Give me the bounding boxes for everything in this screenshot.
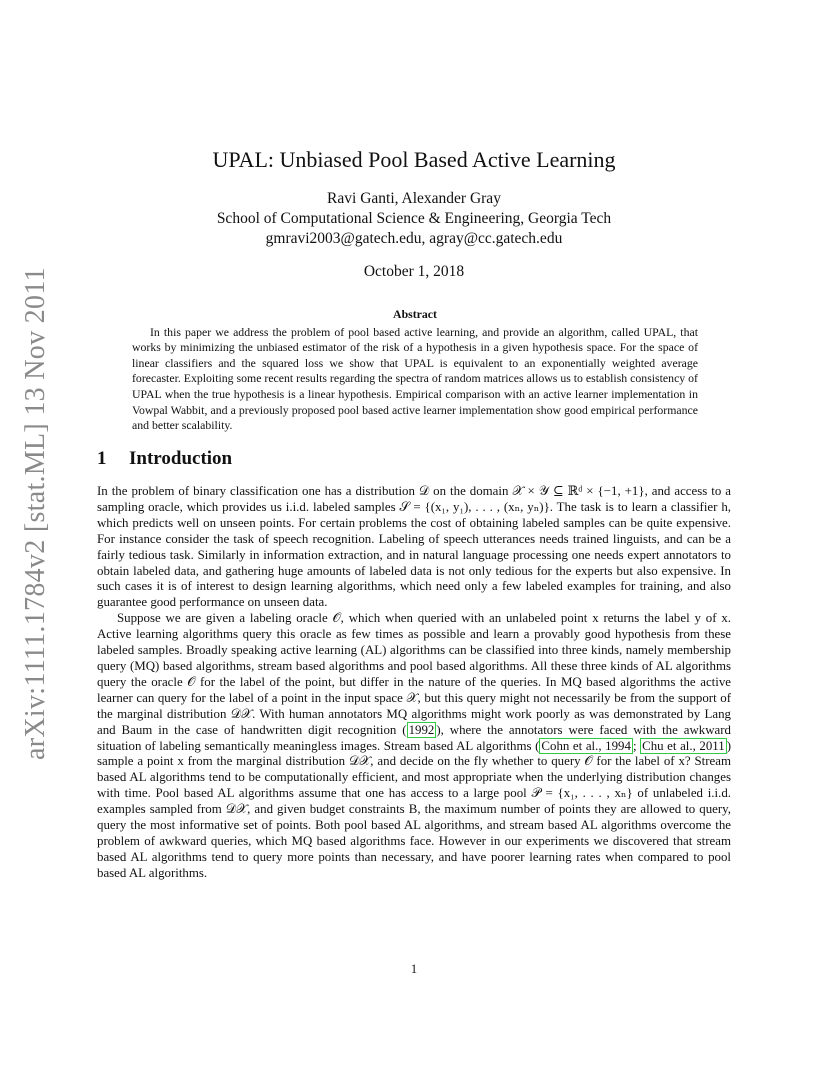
paper-title: UPAL: Unbiased Pool Based Active Learning bbox=[212, 147, 616, 172]
section-number: 1 bbox=[97, 448, 107, 469]
author-emails: gmravi2003@gatech.edu, agray@cc.gatech.edu bbox=[265, 230, 563, 247]
arxiv-identifier-stamp: arXiv:1111.1784v2 [stat.ML] 13 Nov 2011 bbox=[20, 267, 51, 760]
introduction-section bbox=[97, 448, 731, 882]
section-heading bbox=[97, 448, 731, 470]
author-block bbox=[0, 189, 828, 249]
paragraph-text: Suppose we are given a labeling oracle 𝒪, which when queried with an unlabeled point x returns the label y of x. Active learning algorithms query this oracle as few times as possible and learn a provably good hypothesis from these labeled samples. Broadly speaking active learning (AL) algorithms can be classified into three kinds, namely membership query (MQ) based algorithms, stream based algorithms and pool based algorithms. All these three kinds of AL algorithms query the oracle 𝒪 for the label of the point, but differ in the nature of the queries. In MQ based algorithms the active learner can query for the label of a point in the input space 𝒳, but this query might not necessarily be from the support of the marginal distribution 𝒟𝒳. With human annotators MQ algorithms might work poorly as was demonstrated by Lang and Baum in the case of handwritten digit recognition ( bbox=[97, 611, 731, 737]
citation-link-chu[interactable]: Chu et al., 2011 bbox=[642, 738, 725, 753]
abstract-heading: Abstract bbox=[393, 307, 437, 321]
paper-date: October 1, 2018 bbox=[363, 263, 465, 280]
page-number: 1 bbox=[410, 962, 418, 976]
citation-link-lang-baum[interactable]: 1992 bbox=[408, 722, 435, 737]
abstract-text: In this paper we address the problem of pool based active learning, and provide an algorithm, called UPAL, that works by minimizing the unbiased estimator of the risk of a hypothesis in a given hypothesis space. For the space of linear classifiers and the squared loss we show that UPAL is equivalent to an exponentially weighted average forecaster. Exploiting some recent results regarding the spectra of random matrices allows us to establish consistency of UPAL when the true hypothesis is a linear hypothesis. Empirical comparison with an active learner implementation in Vowpal Wabbit, and a previously proposed pool based active learner implementation show good empirical performance and better scalability. bbox=[132, 324, 698, 433]
abstract-section bbox=[132, 307, 698, 434]
section-title: Introduction bbox=[129, 448, 233, 469]
intro-paragraph-1: In the problem of binary classification one has a distribution 𝒟 on the domain 𝒳 × 𝒴 ⊆ ℝᵈ × {−1, +1}, and access to a sampling oracle, which provides us i.i.d. labeled samples 𝒮 = {(x₁, y₁), . . . , (xₙ, yₙ)}. The task is to learn a classifier h, which predicts well on unseen points. For certain problems the cost of obtaining labeled samples can be quite expensive. For instance consider the task of speech recognition. Labeling of speech utterances needs trained linguists, and can be a fairly tedious task. Similarly in information extraction, and in natural language processing one needs expert annotators to obtain labeled data, and gathering huge amounts of labeled data is not only tedious for the experts but also expensive. In such cases it is of interest to design learning algorithms, which need only a few labeled examples for training, and also guarantee good performance on unseen data. bbox=[97, 484, 731, 610]
author-affiliation: School of Computational Science & Engineering, Georgia Tech bbox=[216, 210, 612, 227]
author-names: Ravi Ganti, Alexander Gray bbox=[327, 190, 501, 207]
paragraph-text: ) sample a point x from the marginal distribution 𝒟𝒳, and decide on the fly whether to query 𝒪 for the label of x? Stream based AL algorithms tend to be computationally efficient, and most appropriate when the underlying distribution changes with time. Pool based AL algorithms assume that one has access to a large pool 𝒫 = {x₁, . . . , xₙ} of unlabeled i.i.d. examples sampled from 𝒟𝒳, and given budget constraints B, the maximum number of points they are allowed to query, query the most informative set of points. Both pool based AL algorithms, and stream based AL algorithms overcome the problem of awkward queries, which MQ based algorithms face. However in our experiments we discovered that stream based AL algorithms tend to query more points than necessary, and have poorer learning rates when compared to pool based AL algorithms. bbox=[97, 738, 732, 880]
title-block bbox=[0, 147, 828, 281]
paragraph-text: ), where the annotators were faced with the awkward situation of labeling semantically meaningless images. Stream based AL algorithms ( bbox=[97, 722, 731, 753]
citation-separator: ; bbox=[632, 738, 641, 753]
intro-paragraph-2 bbox=[97, 611, 731, 881]
citation-link-cohn[interactable]: Cohn et al., 1994 bbox=[541, 738, 631, 753]
